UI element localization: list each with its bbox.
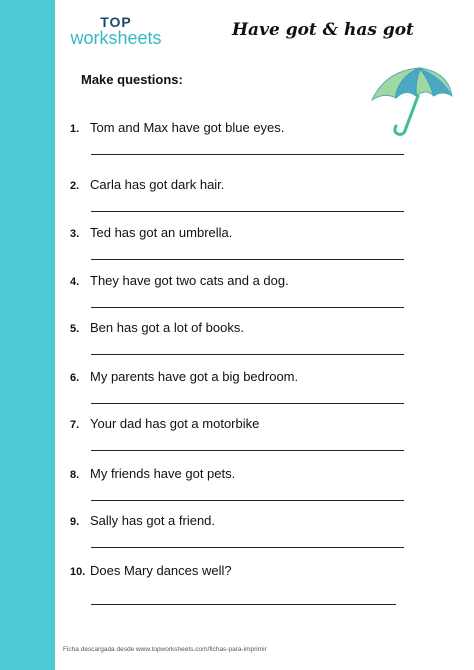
question-number: 7. <box>70 419 80 431</box>
question-number: 4. <box>70 276 80 288</box>
answer-line[interactable] <box>91 211 404 212</box>
question-item <box>70 320 415 366</box>
question-text: Ben has got a lot of books. <box>90 320 244 335</box>
instructions: Make questions: <box>81 72 183 87</box>
question-text: They have got two cats and a dog. <box>90 273 289 288</box>
question-item <box>70 466 415 512</box>
logo-bottom-text: worksheets <box>70 28 162 48</box>
logo-top-text: TOP <box>100 14 132 30</box>
question-number: 2. <box>70 180 80 192</box>
answer-line[interactable] <box>91 154 404 155</box>
question-item <box>70 513 415 559</box>
question-number: 9. <box>70 516 80 528</box>
question-text: Does Mary dances well? <box>90 563 232 578</box>
question-item <box>70 120 415 166</box>
answer-line[interactable] <box>91 403 404 404</box>
question-number: 10. <box>70 566 86 578</box>
answer-line[interactable] <box>91 450 404 451</box>
question-number: 5. <box>70 323 80 335</box>
question-text: Carla has got dark hair. <box>90 177 225 192</box>
question-number: 1. <box>70 123 80 135</box>
page-title: Have got & has got <box>232 20 414 40</box>
answer-line[interactable] <box>91 307 404 308</box>
footer-source: Ficha descargada desde www.topworksheets.com/fichas-para-imprimir <box>63 646 267 653</box>
question-text: Tom and Max have got blue eyes. <box>90 120 285 135</box>
question-number: 8. <box>70 469 80 481</box>
question-item <box>70 225 415 271</box>
question-text: My friends have got pets. <box>90 466 236 481</box>
answer-line[interactable] <box>91 604 396 605</box>
question-number: 6. <box>70 372 80 384</box>
question-text: My parents have got a big bedroom. <box>90 369 299 384</box>
question-item <box>70 273 415 319</box>
answer-line[interactable] <box>91 500 404 501</box>
question-item <box>70 416 415 462</box>
question-number: 3. <box>70 228 80 240</box>
question-item <box>70 369 415 415</box>
question-item <box>70 177 415 223</box>
answer-line[interactable] <box>91 354 404 355</box>
question-item <box>70 563 415 609</box>
logo <box>66 15 166 47</box>
question-text: Sally has got a friend. <box>90 513 216 528</box>
sidebar-strip <box>0 0 55 670</box>
answer-line[interactable] <box>91 259 404 260</box>
answer-line[interactable] <box>91 547 404 548</box>
question-text: Ted has got an umbrella. <box>90 225 233 240</box>
question-text: Your dad has got a motorbike <box>90 416 260 431</box>
